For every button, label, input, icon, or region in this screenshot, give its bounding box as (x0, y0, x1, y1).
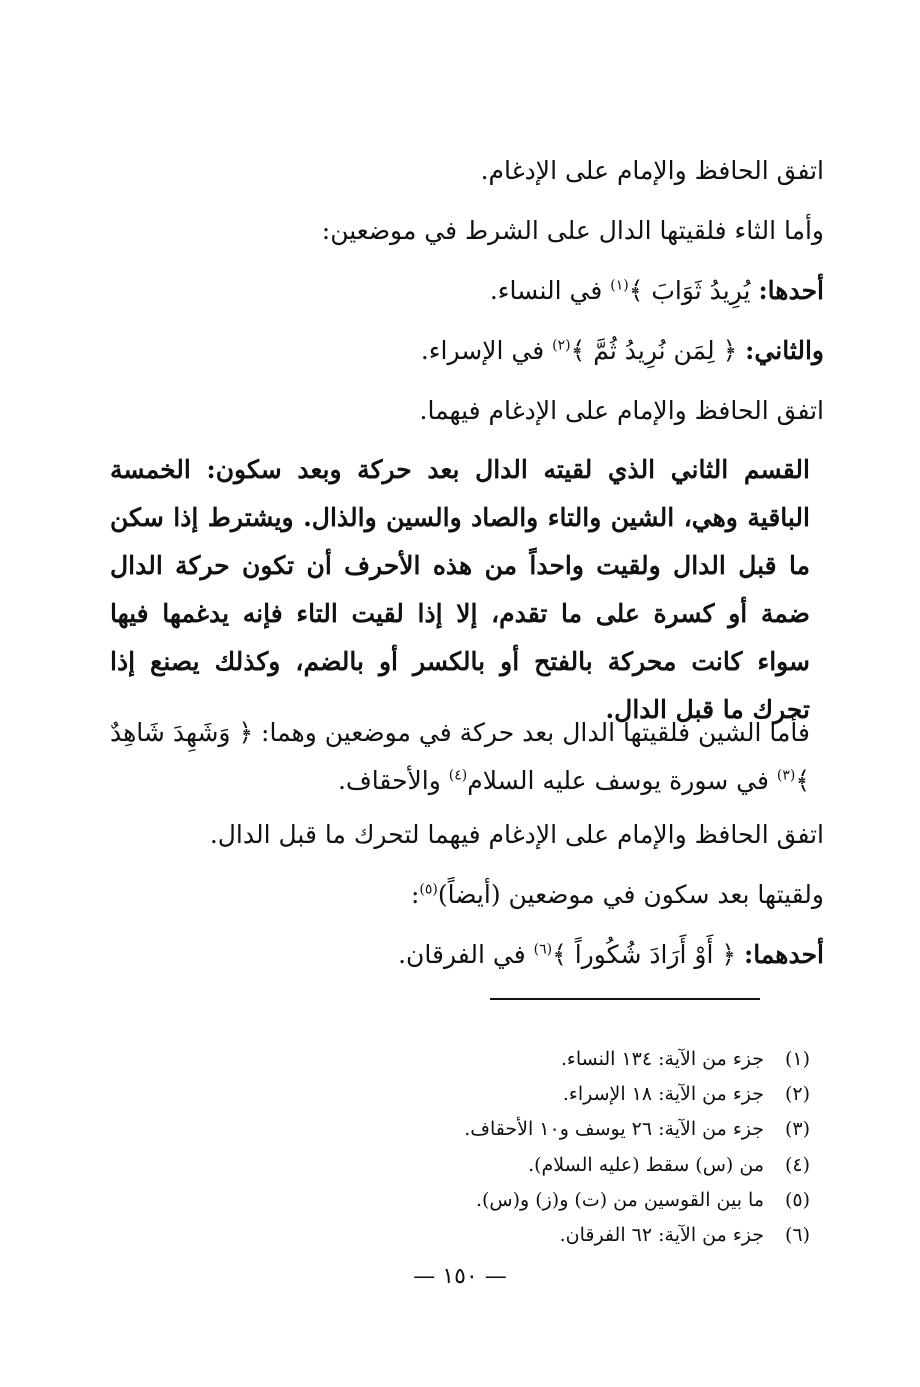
footnote-ref: (٣) (776, 767, 796, 784)
para-text: في سورة يوسف عليه السلام (467, 766, 777, 795)
line-tail: : (410, 880, 420, 909)
page-number: — ١٥٠ — (413, 1264, 507, 1289)
paragraph-section-two: القسم الثاني الذي لقيته الدال بعد حركة وبعد سكون: الخمسة الباقية وهي، الشين والتاء والصاد والسين والذال. ويشترط إذا سكن ما قبل الدال ولقيت واحداً من هذه الأحرف أن تكون حركة الدال ضمة أو كسرة على ما تقدم، إلا إذا لقيت التاء فإنه يدغمها فيها سواء كانت محركة بالفتح أو بالكسر أو بالضم، وكذلك يصنع إذا تحرك ما قبل الدال. (110, 455, 810, 724)
text-line (421, 334, 824, 368)
text-line: اتفق الحافظ والإمام على الإدغام فيهما لتحرك ما قبل الدال. (209, 820, 824, 849)
footnote-text: جزء من الآية: ١٣٤ النساء. (560, 1048, 764, 1070)
line-lead: أحدها: (758, 276, 824, 305)
line-text: ولقيتها بعد سكون في موضعين (أيضاً) (437, 880, 824, 909)
paragraph-shin (110, 709, 810, 805)
footnote-ref: (٤) (448, 767, 468, 784)
line-lead: أحدهما: (743, 940, 824, 969)
footnote-number: (٢) (784, 1083, 810, 1105)
text-line: اتفق الحافظ والإمام على الإدغام. (480, 156, 824, 185)
quran-quote: ﴿ أَوْ أَرَادَ شُكُوراً ﴾ (552, 940, 744, 969)
footnote (563, 1081, 810, 1107)
line-tail: في النساء. (489, 276, 611, 305)
footnote-divider (490, 998, 760, 1000)
footnote-text: ما بين القوسين من (ت) و(ز) و(س). (475, 1189, 764, 1211)
text-line: اتفق الحافظ والإمام على الإدغام فيهما. (419, 396, 824, 425)
footnote-number: (٥) (784, 1189, 810, 1211)
line-tail: في الإسراء. (420, 336, 553, 365)
quran-quote: ﴿ لِمَن نُرِيدُ ثُمَّ ﴾ (570, 336, 746, 365)
line-lead: والثاني: (745, 336, 824, 365)
footnote-text: جزء من الآية: ٢٦ يوسف و١٠ الأحقاف. (464, 1118, 764, 1140)
footnote-ref: (٥) (419, 881, 438, 898)
footnote (476, 1187, 810, 1213)
text-line (490, 274, 824, 308)
line-tail: في الفرقان. (398, 940, 534, 969)
footnote-number: (٤) (784, 1154, 810, 1176)
footnote (528, 1152, 810, 1178)
footnote-ref: (٦) (533, 941, 553, 958)
footnote-number: (٦) (784, 1224, 810, 1246)
text-line (411, 878, 824, 912)
footnote (560, 1222, 810, 1248)
footnote-number: (١) (784, 1048, 810, 1070)
text-line (398, 938, 824, 972)
footnote-text: جزء من الآية: ١٨ الإسراء. (562, 1083, 764, 1105)
footnote (464, 1116, 810, 1142)
footnote (561, 1046, 810, 1072)
quran-quote: يُرِيدُ ثَوَابَ ﴾ (628, 276, 759, 305)
text-line: وأما الثاء فلقيتها الدال على الشرط في موضعين: (321, 216, 824, 245)
para-text: فأما الشين فلقيتها الدال بعد حركة في موضعين وهما: ﴿ وَشَهِدَ شَاهِدٌ ﴾ (110, 718, 810, 795)
footnote-text: من (س) سقط (عليه السلام). (528, 1154, 764, 1176)
footnote-number: (٣) (784, 1118, 810, 1140)
para-text: والأحقاف. (337, 766, 449, 795)
footnote-ref: (١) (610, 277, 629, 294)
footnote-text: جزء من الآية: ٦٢ الفرقان. (559, 1224, 764, 1246)
footnote-ref: (٢) (552, 337, 571, 354)
